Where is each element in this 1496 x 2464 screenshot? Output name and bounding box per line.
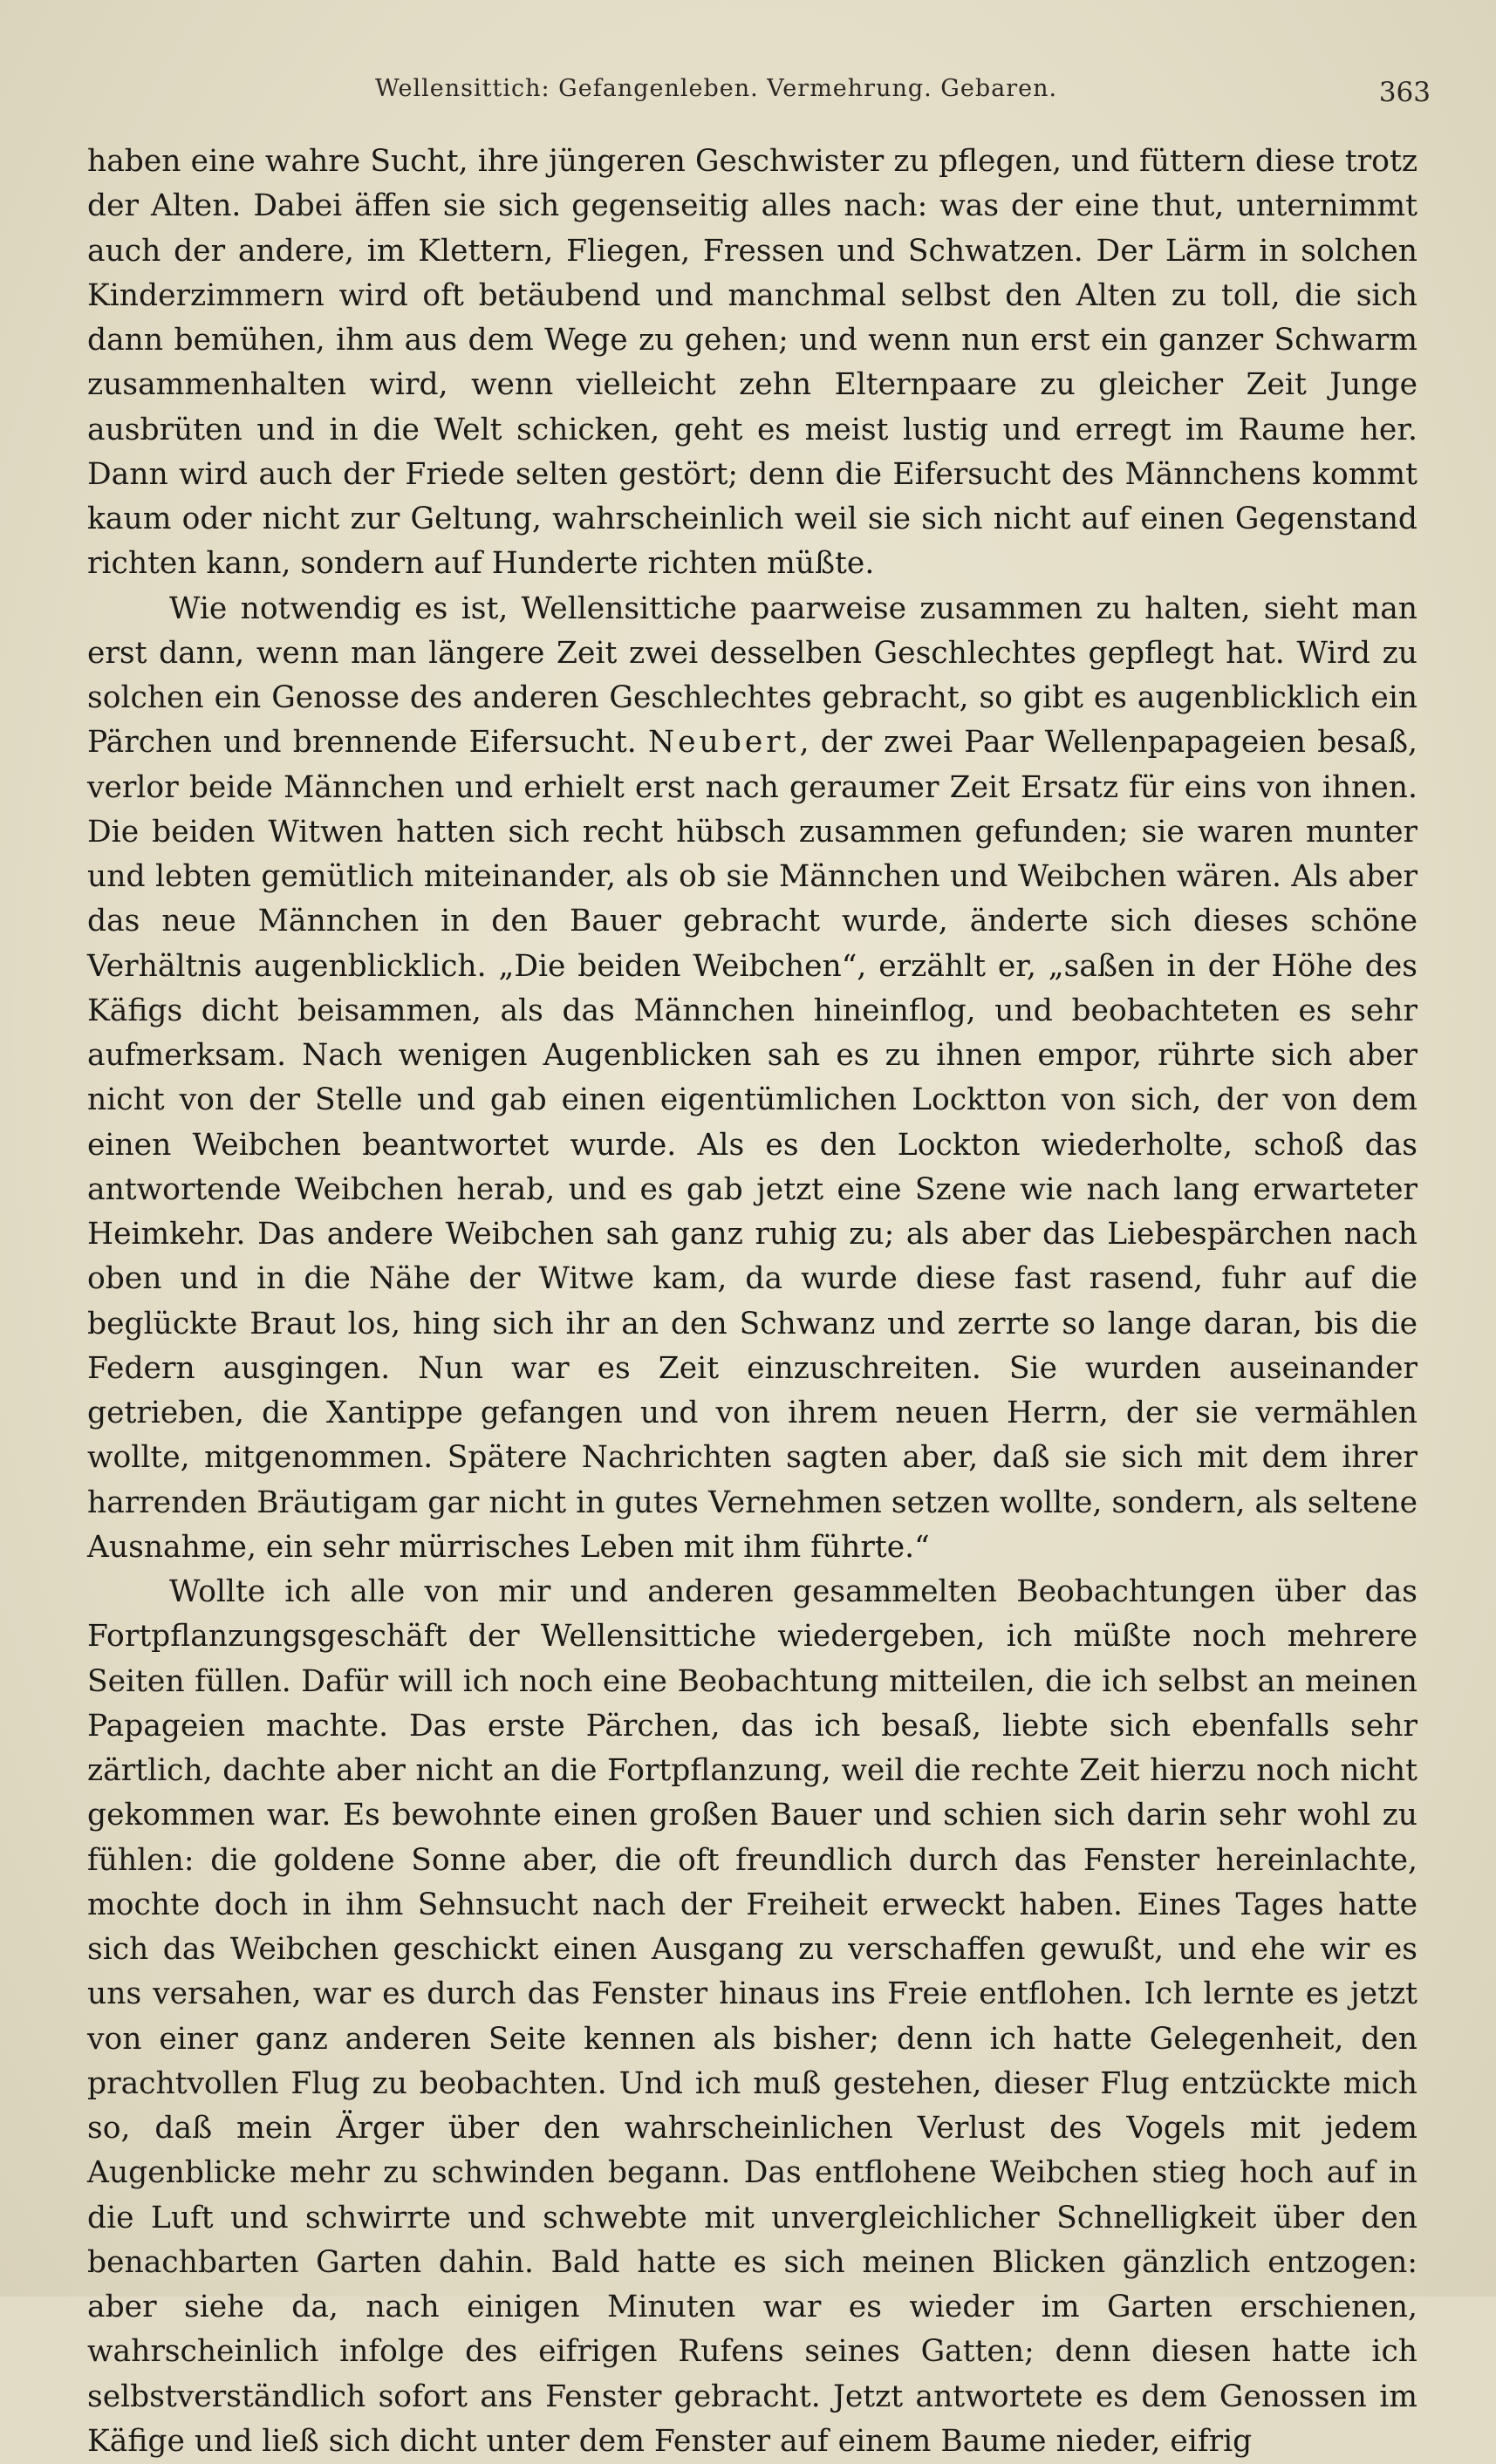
page-header bbox=[61, 68, 1431, 120]
paragraph-text: , der zwei Paar Wellenpapageien besaß, verlor beide Männchen und erhielt erst nach geraumer Zeit Ersatz für eins von ihnen. Die beiden Witwen hatten sich recht hübsch zusammen gefunden; sie waren munter und lebten gemütlich miteinander, als ob sie Männchen und Weibchen wären. Als aber das neue Männchen in den Bauer gebracht wurde, änderte sich dieses schöne Verhältnis augenblicklich. „Die beiden Weibchen“, erzählt er, „saßen in der Höhe des Käfigs dicht beisammen, als das Männchen hineinflog, und beobachteten es sehr aufmerksam. Nach wenigen Augenblicken sah es zu ihnen empor, rührte sich aber nicht von der Stelle und gab einen eigentümlichen Locktton von sich, der von dem einen Weibchen beantwortet wurde. Als es den Lockton wiederholte, schoß das antwortende Weibchen herab, und es gab jetzt eine Szene wie nach lang erwarteter Heimkehr. Das andere Weibchen sah ganz ruhig zu; als aber das Liebespärchen nach oben und in die Nähe der Witwe kam, da wurde diese fast rasend, fuhr auf die beglückte Braut los, hing sich ihr an den Schwanz und zerrte so lange daran, bis die Federn ausgingen. Nun war es Zeit einzuschreiten. Sie wurden auseinander getrieben, die Xantippe gefangen und von ihrem neuen Herrn, der sie vermählen wollte, mitgenommen. Spätere Nachrichten sagten aber, daß sie sich mit dem ihrer harrenden Bräutigam gar nicht in gutes Vernehmen setzen wollte, sondern, als seltene Ausnahme, ein sehr mürrisches Leben mit ihm führte.“ bbox=[87, 725, 1417, 1565]
paragraph-text: Wie notwendig es ist, Wellensittiche paarweise zusammen zu halten, sieht man erst dann, wenn man längere Zeit zwei desselben Geschlechtes gepflegt hat. Wird zu solchen ein Genosse des anderen Geschlechtes gebracht, so gibt es augenblicklich ein Pärchen und brennende Eifersucht. bbox=[87, 590, 1417, 761]
paragraph bbox=[87, 140, 1417, 587]
paragraph bbox=[87, 587, 1417, 1571]
paragraph-text: Wollte ich alle von mir und anderen gesammelten Beobachtungen über das Fortpflanzungsgeschäft der Wellensittiche wiedergeben, ich müßte noch mehrere Seiten füllen. Dafür will ich noch eine Beobachtung mitteilen, die ich selbst an meinen Papageien machte. Das erste Pärchen, das ich besaß, liebte sich ebenfalls sehr zärtlich, dachte aber nicht an die Fortpflanzung, weil die rechte Zeit hierzu noch nicht gekommen war. Es bewohnte einen großen Bauer und schien sich darin sehr wohl zu fühlen: die goldene Sonne aber, die oft freundlich durch das Fenster hereinlachte, mochte doch in ihm Sehnsucht nach der Freiheit erweckt haben. Eines Tages hatte sich das Weibchen geschickt einen Ausgang zu verschaffen gewußt, und ehe wir es uns versahen, war es durch das Fenster hinaus ins Freie entflohen. Ich lernte es jetzt von einer ganz anderen Seite kennen als bisher; denn ich hatte Gelegenheit, den prachtvollen Flug zu beobachten. Und ich muß gestehen, dieser Flug entzückte mich so, daß mein Ärger über den wahrscheinlichen Verlust des Vogels mit jedem Augenblicke mehr zu schwinden begann. Das entflohene Weibchen stieg hoch auf in die Luft und schwirrte und schwebte mit unvergleichlicher Schnelligkeit über den benachbarten Garten dahin. Bald hatte es sich meinen Blicken gänzlich entzogen: aber siehe da, nach einigen Minuten war es wieder im Garten erschienen, wahrscheinlich infolge des eifrigen Rufens seines Gatten; denn diesen hatte ich selbstverständlich sofort ans Fenster gebracht. Jetzt antwortete es dem Genossen im Käfige und ließ sich dicht unter dem Fenster auf einem Baume nieder, eifrig bbox=[87, 1574, 1417, 2459]
page-number: 363 bbox=[1378, 77, 1431, 108]
body-text bbox=[87, 140, 1417, 2464]
paragraph-text: haben eine wahre Sucht, ihre jüngeren Geschwister zu pflegen, und füttern diese trotz der Alten. Dabei äffen sie sich gegenseitig alles nach: was der eine thut, unternimmt auch der andere, im Klettern, Fliegen, Fressen und Schwatzen. Der Lärm in solchen Kinderzimmern wird oft betäubend und manchmal selbst den Alten zu toll, die sich dann bemühen, ihm aus dem Wege zu gehen; und wenn nun erst ein ganzer Schwarm zusammenhalten wird, wenn vielleicht zehn Elternpaare zu gleicher Zeit Junge ausbrüten und in die Welt schicken, geht es meist lustig und erregt im Raume her. Dann wird auch der Friede selten gestört; denn die Eifersucht des Männchens kommt kaum oder nicht zur Geltung, wahrscheinlich weil sie sich nicht auf einen Gegenstand richten kann, sondern auf Hunderte richten müßte. bbox=[87, 144, 1417, 582]
author-name: Neubert bbox=[647, 725, 800, 761]
paragraph bbox=[87, 1570, 1417, 2464]
running-head: Wellensittich: Gefangenleben. Vermehrung. Gebaren. bbox=[375, 75, 1058, 102]
